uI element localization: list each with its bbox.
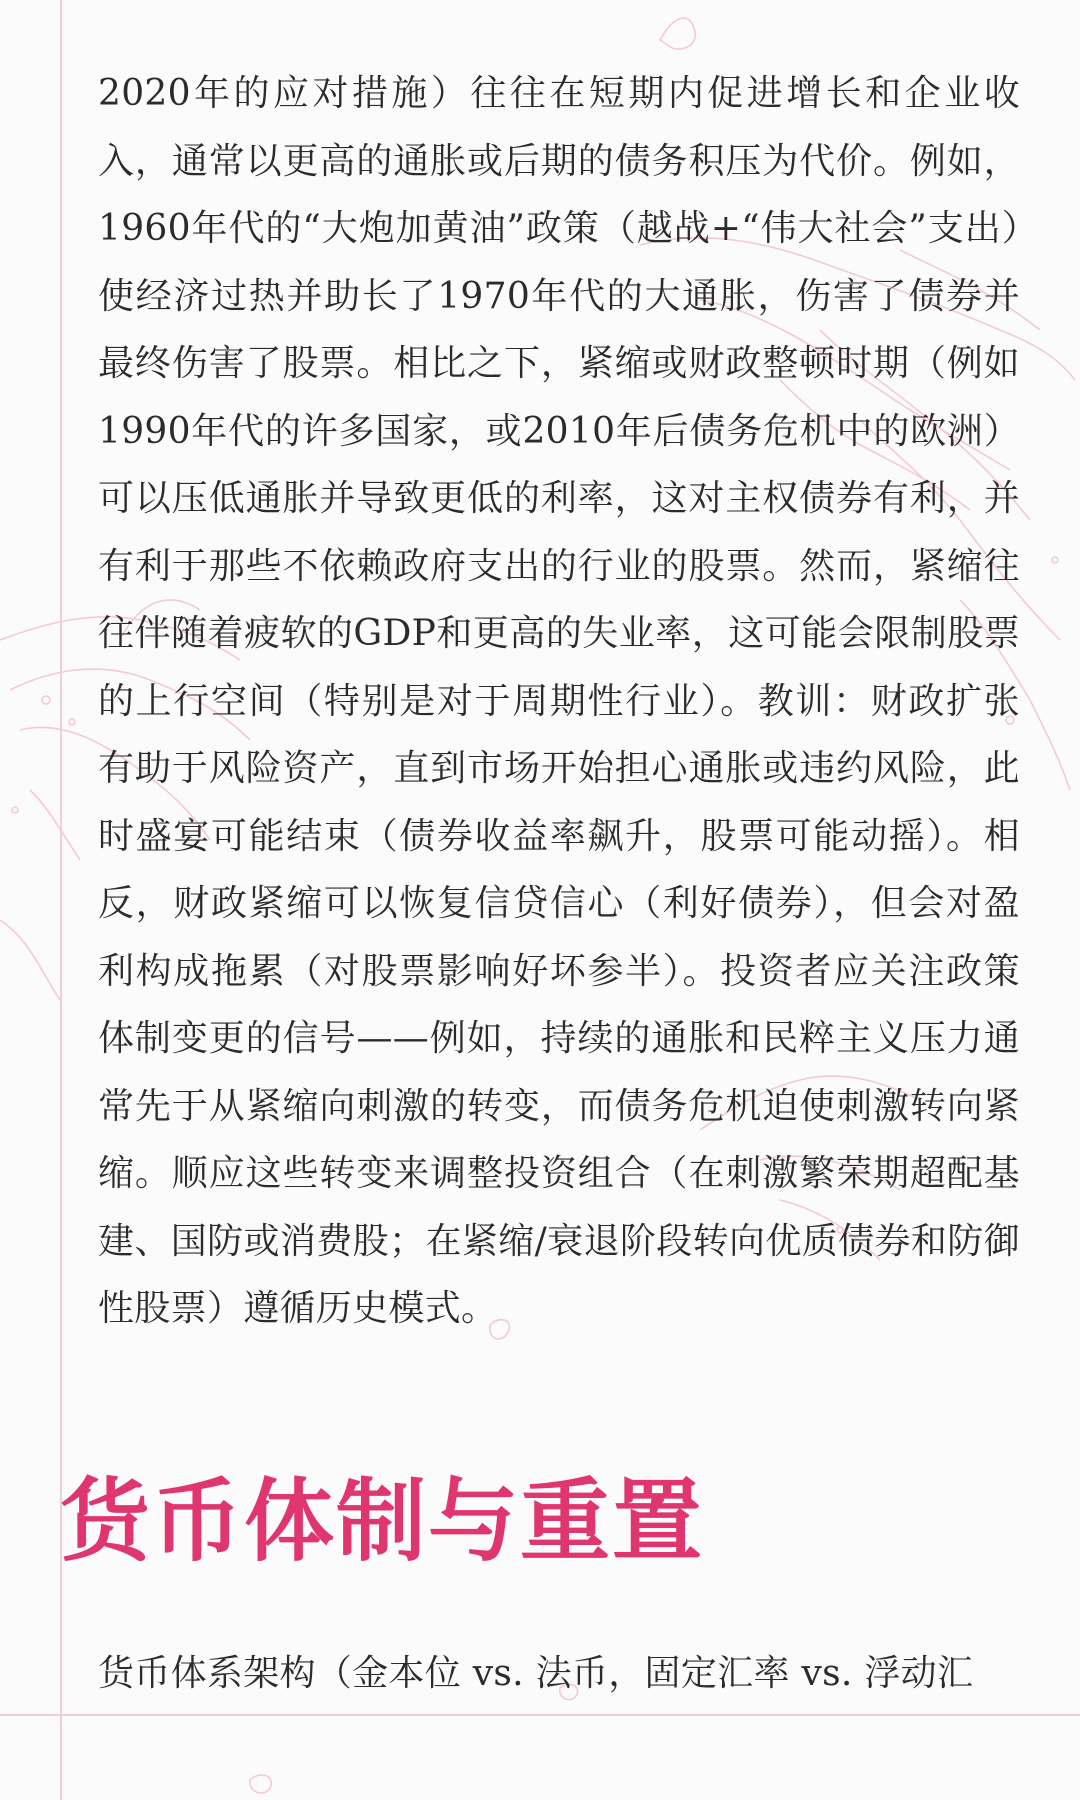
section-heading: 货币体制与重置 [60,1468,704,1574]
next-paragraph-start: 货币体系架构（金本位 vs. 法币，固定汇率 vs. 浮动汇 [98,1653,974,1694]
bottom-rule-line [0,1714,1080,1716]
body-paragraph: 2020年的应对措施）往往在短期内促进增长和企业收入，通常以更高的通胀或后期的债务积压为代价。例如，1960年代的“大炮加黄油”政策（越战+“伟大社会”支出）使经济过热并助长了1970年代的大通胀，伤害了债券并最终伤害了股票。相比之下，紧缩或财政整顿时期（例如1990年代的许多国家，或2010年后债务危机中的欧洲）可以压低通胀并导致更低的利率，这对主权债券有利，并有利于那些不依赖政府支出的行业的股票。然而，紧缩往往伴随着疲软的GDP和更高的失业率，这可能会限制股票的上行空间（特别是对于周期性行业）。教训：财政扩张有助于风险资产，直到市场开始担心通胀或违约风险，此时盛宴可能结束（债券收益率飙升，股票可能动摇）。相反，财政紧缩可以恢复信贷信心（利好债券），但会对盈利构成拖累（对股票影响好坏参半）。投资者应关注政策体制变更的信号——例如，持续的通胀和民粹主义压力通常先于从紧缩向刺激的转变，而债务危机迫使刺激转向紧缩。顺应这些转变来调整投资组合（在刺激繁荣期超配基建、国防或消费股；在紧缩/衰退阶段转向优质债券和防御性股票）遵循历史模式。 [98,73,1020,1329]
